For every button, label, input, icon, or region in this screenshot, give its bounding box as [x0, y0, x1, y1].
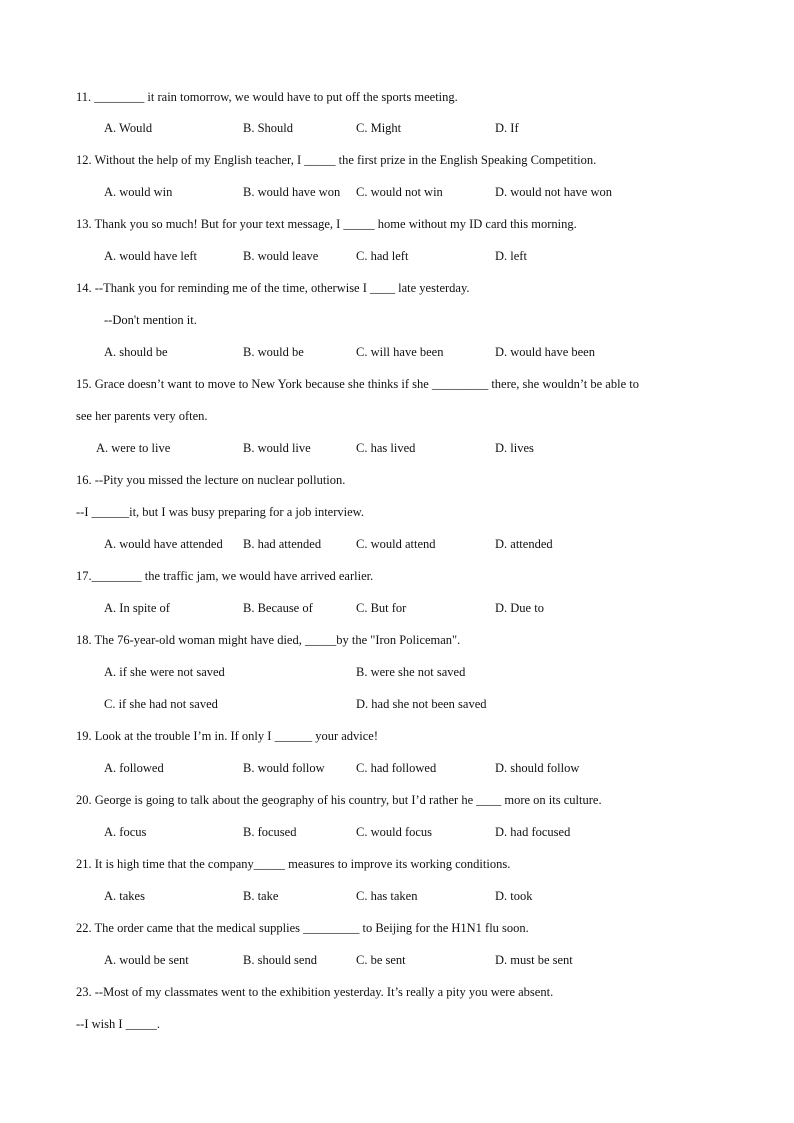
question-18-option-d: D. had she not been saved — [356, 697, 487, 711]
question-23-reply: --I wish I _____. — [76, 1017, 161, 1031]
question-14-option-c: C. will have been — [356, 345, 444, 359]
question-20-option-b: B. focused — [243, 825, 297, 839]
question-19-stem: 19. Look at the trouble I’m in. If only I ______ your advice! — [76, 729, 379, 743]
question-15-option-b: B. would live — [243, 441, 311, 455]
question-21-stem: 21. It is high time that the company_____ measures to improve its working conditions. — [76, 857, 511, 871]
question-20-option-c: C. would focus — [356, 825, 433, 839]
question-11-option-d: D. If — [495, 121, 519, 135]
question-11-stem: 11. ________ it rain tomorrow, we would have to put off the sports meeting. — [76, 90, 458, 104]
question-14-stem: 14. --Thank you for reminding me of the time, otherwise I ____ late yesterday. — [76, 281, 470, 295]
question-19-option-d: D. should follow — [495, 761, 580, 775]
question-22-option-b: B. should send — [243, 953, 317, 967]
question-17-option-a: A. In spite of — [104, 601, 170, 615]
question-13-option-d: D. left — [495, 249, 527, 263]
question-17-stem: 17.________ the traffic jam, we would have arrived earlier. — [76, 569, 374, 583]
question-22-option-d: D. must be sent — [495, 953, 573, 967]
question-18-option-b: B. were she not saved — [356, 665, 466, 679]
question-18-option-a: A. if she were not saved — [104, 665, 225, 679]
question-15-option-d: D. lives — [495, 441, 534, 455]
question-12-option-a: A. would win — [104, 185, 173, 199]
question-16-option-a: A. would have attended — [104, 537, 223, 551]
question-15-option-a: A. were to live — [96, 441, 171, 455]
question-16-option-d: D. attended — [495, 537, 553, 551]
question-22-option-c: C. be sent — [356, 953, 406, 967]
question-21-option-d: D. took — [495, 889, 533, 903]
question-15-option-c: C. has lived — [356, 441, 416, 455]
question-20-option-a: A. focus — [104, 825, 147, 839]
question-14-option-d: D. would have been — [495, 345, 595, 359]
question-23-stem: 23. --Most of my classmates went to the exhibition yesterday. It’s really a pity you were absent. — [76, 985, 554, 999]
question-13-option-c: C. had left — [356, 249, 409, 263]
question-16-option-c: C. would attend — [356, 537, 436, 551]
question-15-stem: 15. Grace doesn’t want to move to New York because she thinks if she _________ there, she wouldn’t be able to — [76, 377, 639, 391]
question-22-option-a: A. would be sent — [104, 953, 189, 967]
question-16-reply: --I ______it, but I was busy preparing for a job interview. — [76, 505, 365, 519]
question-12-option-b: B. would have won — [243, 185, 341, 199]
question-19-option-a: A. followed — [104, 761, 164, 775]
question-18-option-c: C. if she had not saved — [104, 697, 218, 711]
question-15-stem-continued: see her parents very often. — [76, 409, 208, 423]
question-19-option-c: C. had followed — [356, 761, 437, 775]
question-11-option-b: B. Should — [243, 121, 294, 135]
question-16-option-b: B. had attended — [243, 537, 322, 551]
question-13-option-a: A. would have left — [104, 249, 198, 263]
question-18-stem: 18. The 76-year-old woman might have died, _____by the "Iron Policeman". — [76, 633, 461, 647]
question-12-option-c: C. would not win — [356, 185, 443, 199]
question-13-option-b: B. would leave — [243, 249, 319, 263]
question-14-reply: --Don't mention it. — [104, 313, 197, 327]
question-14-option-b: B. would be — [243, 345, 304, 359]
question-12-option-d: D. would not have won — [495, 185, 612, 199]
question-19-option-b: B. would follow — [243, 761, 325, 775]
question-20-stem: 20. George is going to talk about the geography of his country, but I’d rather he ____ more on its culture. — [76, 793, 602, 807]
question-21-option-c: C. has taken — [356, 889, 418, 903]
question-17-option-b: B. Because of — [243, 601, 313, 615]
question-11-option-c: C. Might — [356, 121, 402, 135]
question-22-stem: 22. The order came that the medical supplies _________ to Beijing for the H1N1 flu soon. — [76, 921, 529, 935]
question-17-option-d: D. Due to — [495, 601, 544, 615]
question-16-stem: 16. --Pity you missed the lecture on nuclear pollution. — [76, 473, 346, 487]
question-11-option-a: A. Would — [104, 121, 153, 135]
question-14-option-a: A. should be — [104, 345, 168, 359]
question-17-option-c: C. But for — [356, 601, 407, 615]
question-21-option-a: A. takes — [104, 889, 145, 903]
question-20-option-d: D. had focused — [495, 825, 571, 839]
question-21-option-b: B. take — [243, 889, 279, 903]
question-13-stem: 13. Thank you so much! But for your text message, I _____ home without my ID card this morning. — [76, 217, 577, 231]
question-12-stem: 12. Without the help of my English teacher, I _____ the first prize in the English Speaking Competition. — [76, 153, 597, 167]
